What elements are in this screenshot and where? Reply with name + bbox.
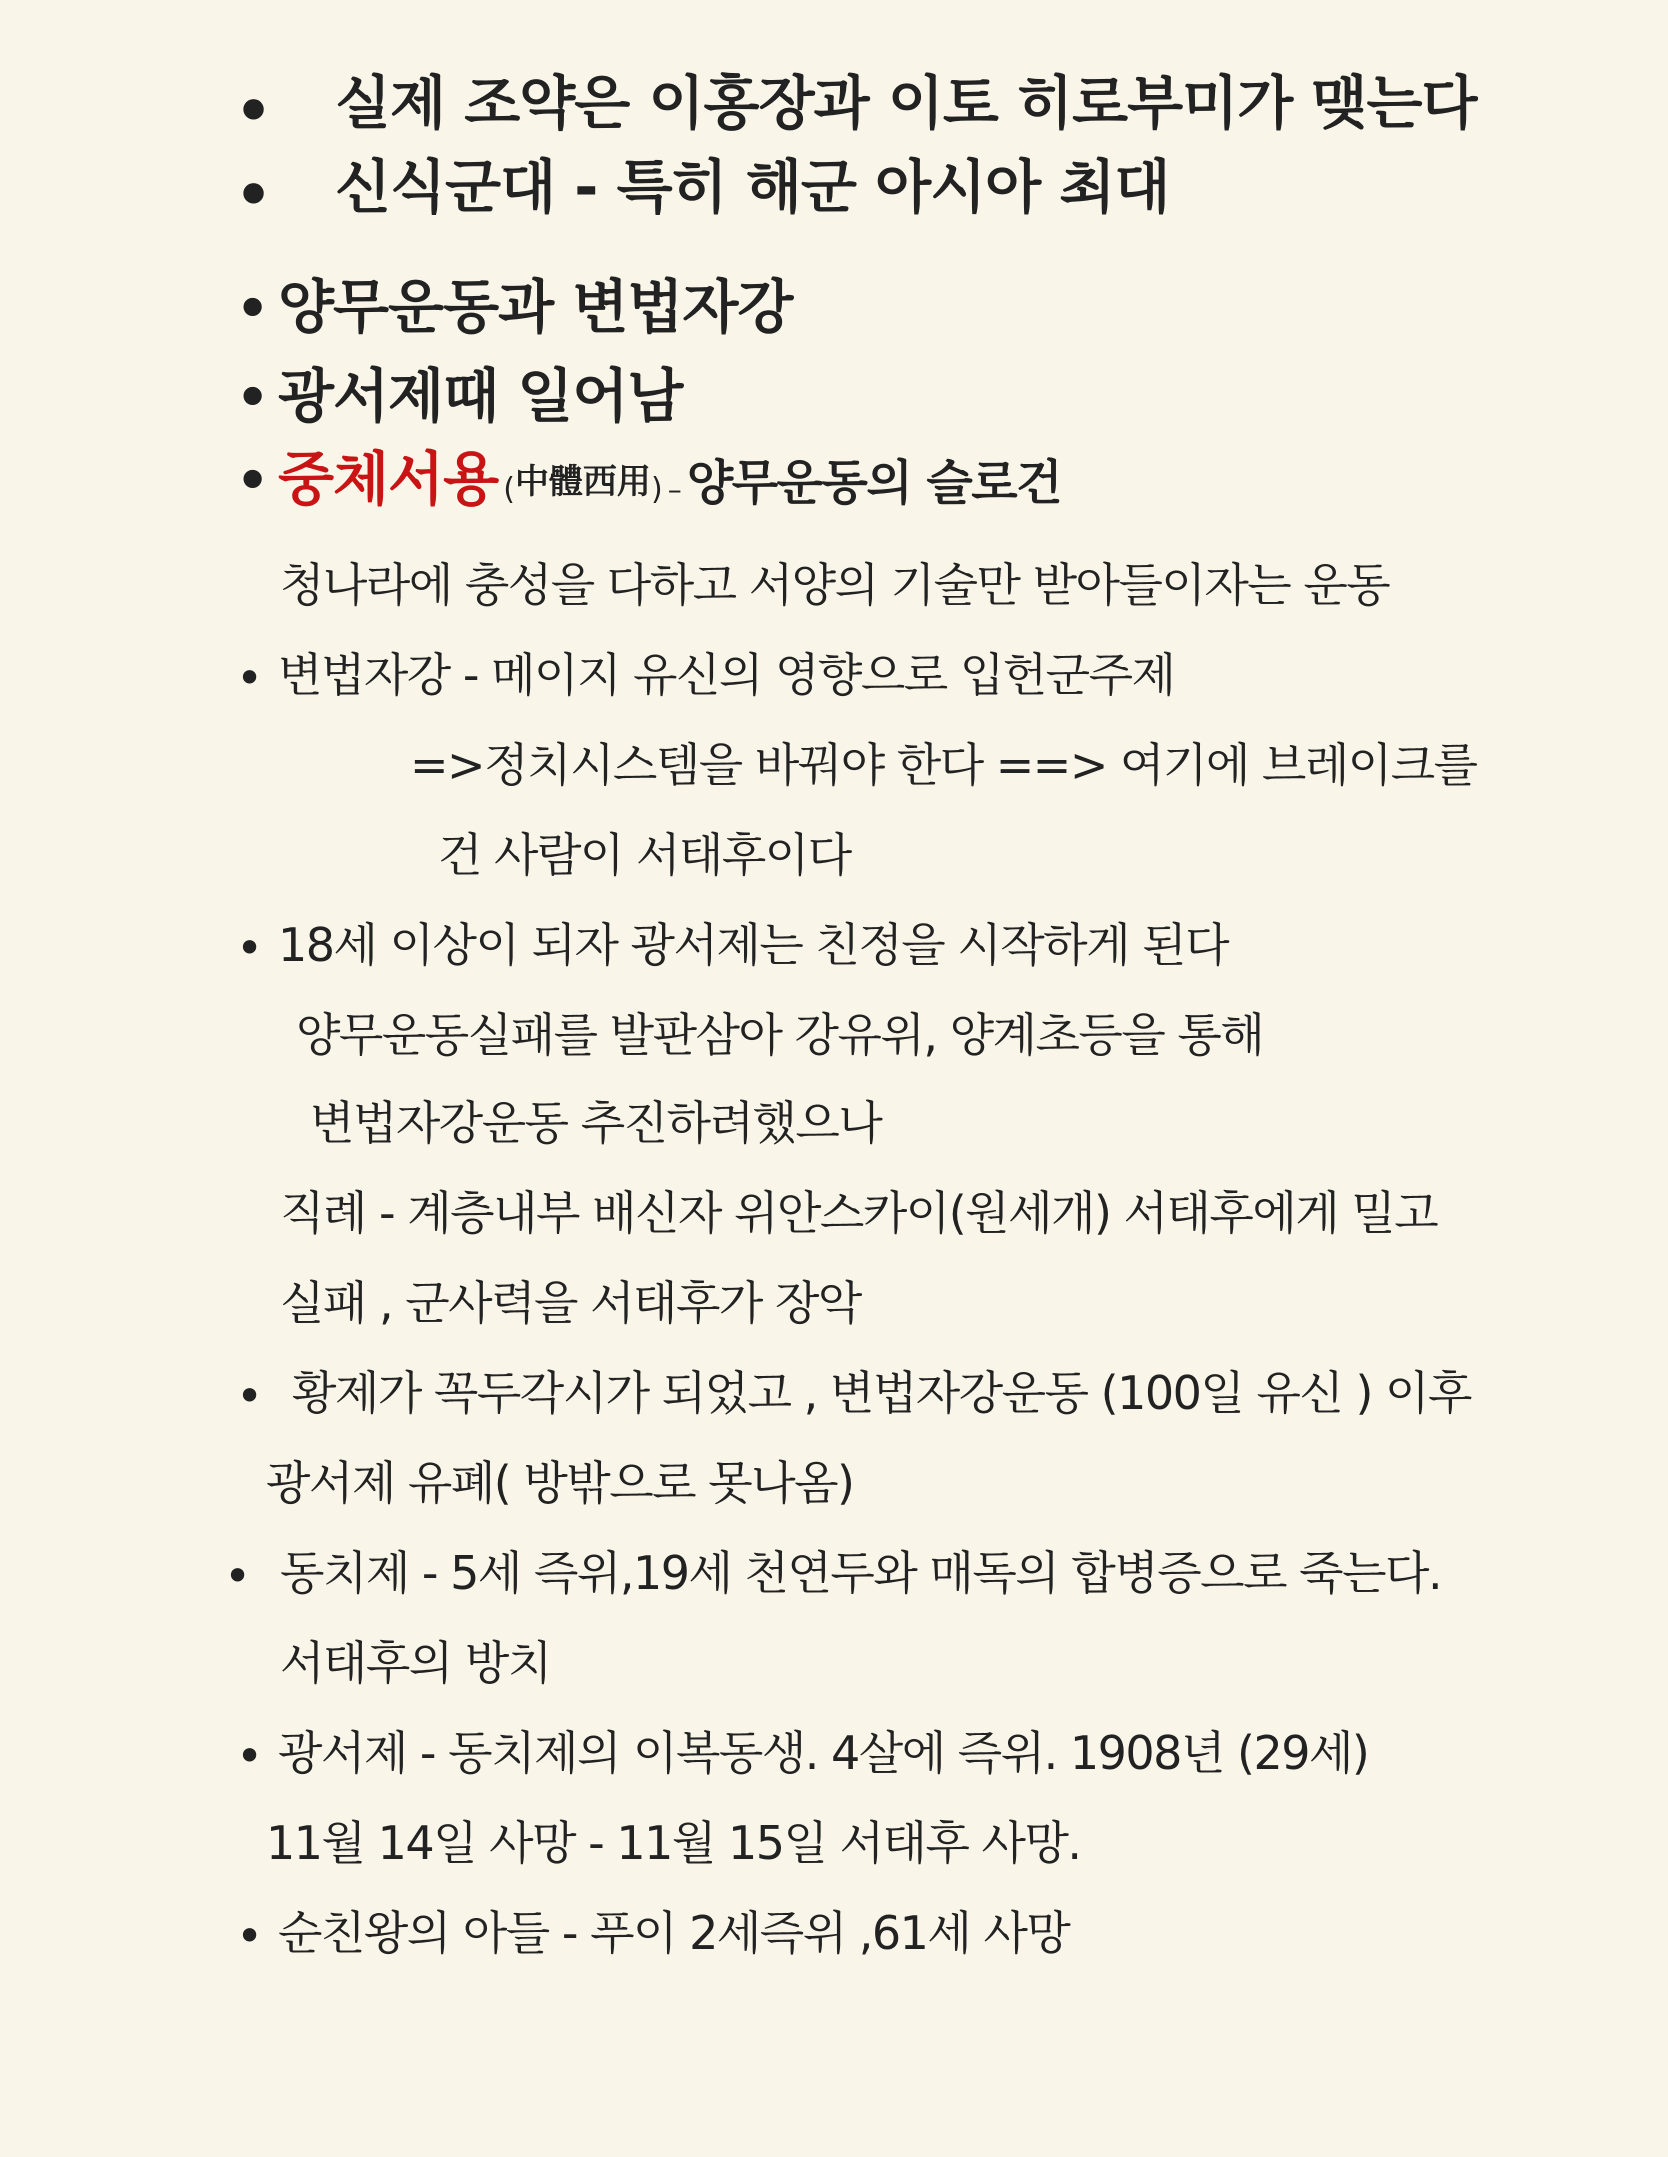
- bullet-marker: •: [236, 651, 262, 705]
- note-line: 광서제 유폐( 방밖으로 못나옴): [266, 1456, 854, 1510]
- dash: –: [667, 473, 682, 506]
- note-line: 동치제 - 5세 즉위,19세 천연두와 매독의 합병증으로 죽는다.: [280, 1546, 1442, 1600]
- note-line: =>정치시스템을 바꿔야 한다 ==> 여기에 브레이크를: [410, 738, 1477, 792]
- bullet-marker: •: [236, 921, 262, 975]
- slogan-line: [278, 445, 1061, 513]
- note-line: 광서제 - 동치제의 이복동생. 4살에 즉위. 1908년 (29세): [278, 1726, 1369, 1780]
- note-line: 18세 이상이 되자 광서제는 친정을 시작하게 된다: [278, 918, 1229, 972]
- note-line: 광서제때 일어남: [278, 362, 683, 430]
- note-line: 순친왕의 아들 - 푸이 2세즉위 ,61세 사망: [278, 1906, 1070, 1960]
- bullet-marker: •: [236, 1729, 262, 1783]
- paren-open: (: [503, 472, 515, 507]
- bullet-marker: •: [236, 1909, 262, 1963]
- bullet-marker: •: [224, 1549, 250, 1603]
- hanja-term: 中體西用: [514, 462, 651, 502]
- bullet-marker: •: [235, 161, 272, 229]
- note-line: 청나라에 충성을 다하고 서양의 기술만 받아들이자는 운동: [280, 558, 1390, 612]
- bullet-marker: •: [236, 368, 269, 428]
- note-line: 양무운동실패를 발판삼아 강유위, 양계초등을 통해: [296, 1008, 1264, 1062]
- note-line: 직례 - 계층내부 배신자 위안스카이(원세개) 서태후에게 밀고: [280, 1186, 1438, 1240]
- bullet-marker: •: [236, 1369, 262, 1423]
- note-line: 황제가 꼭두각시가 되었고 , 변법자강운동 (100일 유신 ) 이후: [292, 1366, 1471, 1420]
- note-line: 서태후의 방치: [280, 1636, 551, 1690]
- note-line: 변법자강 - 메이지 유신의 영향으로 입헌군주제: [278, 648, 1175, 702]
- paren-close: ): [650, 472, 663, 507]
- slogan-text: 양무운동의 슬로건: [686, 455, 1061, 511]
- bullet-marker: •: [235, 77, 272, 145]
- bullet-marker: •: [236, 451, 269, 511]
- note-line: 건 사람이 서태후이다: [438, 828, 851, 882]
- bullet-marker: •: [236, 279, 269, 339]
- note-line: 양무운동과 변법자강: [278, 273, 793, 341]
- highlight-term: 중체서용: [278, 445, 499, 513]
- note-line: 신식군대 - 특히 해군 아시아 최대: [335, 153, 1170, 221]
- note-line: 실패 , 군사력을 서태후가 장악: [280, 1276, 861, 1330]
- note-line: 11월 14일 사망 - 11월 15일 서태후 사망.: [266, 1816, 1081, 1870]
- note-line: 변법자강운동 추진하려했으나: [310, 1096, 882, 1150]
- note-line: 실제 조약은 이홍장과 이토 히로부미가 맺는다: [335, 69, 1477, 137]
